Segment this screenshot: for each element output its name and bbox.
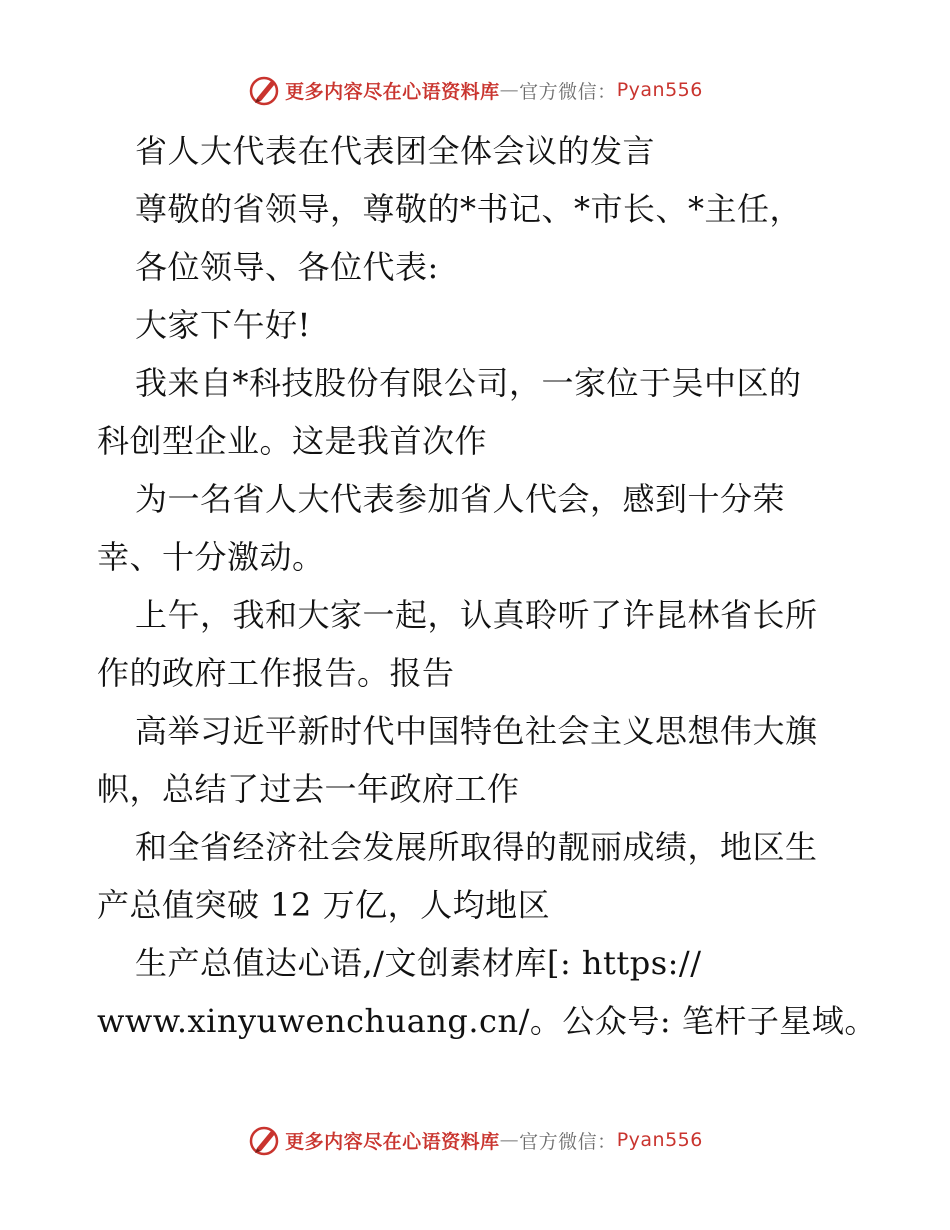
watermark-wechat-id: Pyan556 [616, 1129, 703, 1151]
watermark-site-name: 更多内容尽在心语资料库 [285, 80, 500, 103]
paragraph-line: 生产总值达心语,/文创素材库[: https:// [135, 944, 702, 982]
greeting-line: 大家下午好! [135, 306, 311, 344]
watermark-dash: — [499, 79, 520, 101]
paragraph-line: 和全省经济社会发展所取得的靓丽成绩，地区生 [135, 828, 818, 866]
paragraph-line: 幸、十分激动。 [97, 538, 325, 576]
footer-watermark [0, 1120, 950, 1160]
paragraph-line: 我来自*科技股份有限公司，一家位于吴中区的 [135, 364, 802, 402]
url-line: www.xinyuwenchuang.cn/。公众号: 笔杆子星域。 [97, 1002, 877, 1040]
header-watermark [0, 70, 950, 110]
document-body [97, 122, 877, 1050]
watermark-label: 官方微信： [519, 1130, 617, 1153]
watermark-wechat-id: Pyan556 [616, 79, 703, 101]
paragraph-line: 作的政府工作报告。报告 [97, 654, 455, 692]
paragraph-line: 为一名省人大代表参加省人代会，感到十分荣 [135, 480, 786, 518]
paragraph-line: 科创型企业。这是我首次作 [97, 422, 488, 460]
document-title: 省人大代表在代表团全体会议的发言 [135, 132, 656, 170]
paragraph-line: 产总值突破 12 万亿，人均地区 [97, 886, 551, 924]
watermark-dash: — [499, 1129, 520, 1151]
watermark-label: 官方微信： [519, 80, 617, 103]
paragraph-line: 高举习近平新时代中国特色社会主义思想伟大旗 [135, 712, 818, 750]
salutation-line: 尊敬的省领导，尊敬的*书记、*市长、*主任， [135, 190, 803, 228]
salutation-line: 各位领导、各位代表: [135, 248, 439, 286]
pen-logo-icon [247, 73, 281, 107]
paragraph-line: 上午，我和大家一起，认真聆听了许昆林省长所 [135, 596, 818, 634]
watermark-site-name: 更多内容尽在心语资料库 [285, 1130, 500, 1153]
paragraph-line: 帜，总结了过去一年政府工作 [97, 770, 520, 808]
pen-logo-icon [247, 1123, 281, 1157]
